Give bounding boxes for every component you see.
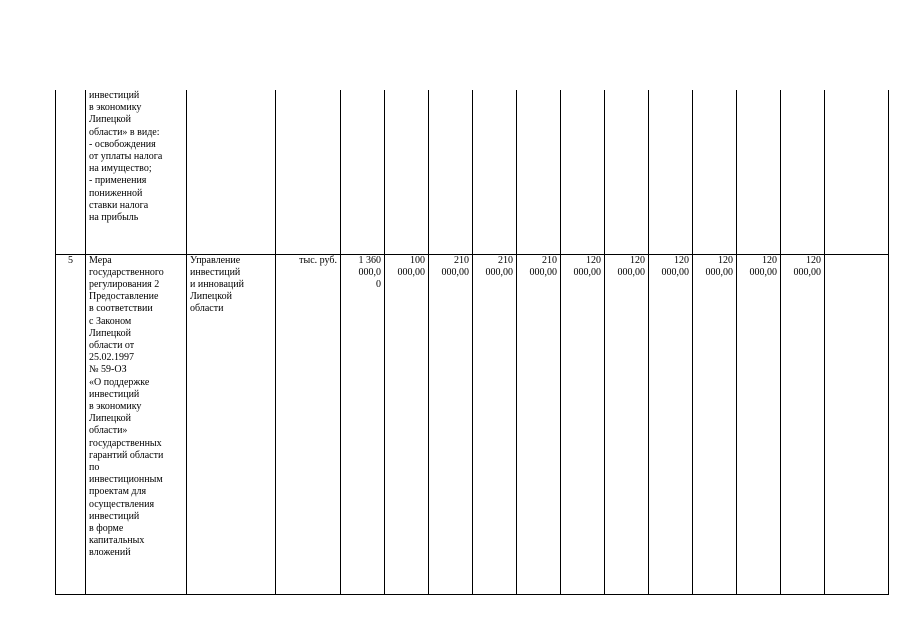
value-cell — [385, 90, 429, 254]
table-row — [56, 254, 889, 594]
empty-cell — [825, 254, 889, 594]
responsible-cell — [187, 90, 276, 254]
value-cell — [737, 90, 781, 254]
value-cell: 120 000,00 — [737, 254, 781, 594]
value-cell: 210 000,00 — [517, 254, 561, 594]
value-cell — [517, 90, 561, 254]
value-cell: 1 360 000,0 0 — [341, 254, 385, 594]
value-cell — [561, 90, 605, 254]
value-cell — [693, 90, 737, 254]
value-cell: 120 000,00 — [605, 254, 649, 594]
value-cell — [649, 90, 693, 254]
budget-table — [55, 90, 889, 595]
value-cell: 120 000,00 — [693, 254, 737, 594]
unit-cell: тыс. руб. — [276, 254, 341, 594]
value-cell: 210 000,00 — [429, 254, 473, 594]
row-index-cell — [56, 90, 86, 254]
value-cell: 120 000,00 — [781, 254, 825, 594]
value-cell: 210 000,00 — [473, 254, 517, 594]
measure-cell: инвестиций в экономику Липецкой области» в виде: - освобождения от уплаты налога на имущество; - применения пониженной ставки налога на прибыль — [86, 90, 187, 254]
unit-cell — [276, 90, 341, 254]
value-cell: 120 000,00 — [561, 254, 605, 594]
value-cell — [781, 90, 825, 254]
table-body — [56, 90, 889, 594]
measure-cell: Мера государственного регулирования 2 Предоставление в соответствии с Законом Липецкой области от 25.02.1997 № 59-ОЗ «О поддержке инвестиций в экономику Липецкой области» государственных гарантий области по инвестиционным проектам для осуществления инвестиций в форме капитальных вложений — [86, 254, 187, 594]
row-index-cell: 5 — [56, 254, 86, 594]
value-cell — [473, 90, 517, 254]
value-cell — [605, 90, 649, 254]
value-cell: 100 000,00 — [385, 254, 429, 594]
value-cell: 120 000,00 — [649, 254, 693, 594]
responsible-cell: Управление инвестиций и инноваций Липецкой области — [187, 254, 276, 594]
table-row — [56, 90, 889, 254]
value-cell — [429, 90, 473, 254]
value-cell — [341, 90, 385, 254]
empty-cell — [825, 90, 889, 254]
